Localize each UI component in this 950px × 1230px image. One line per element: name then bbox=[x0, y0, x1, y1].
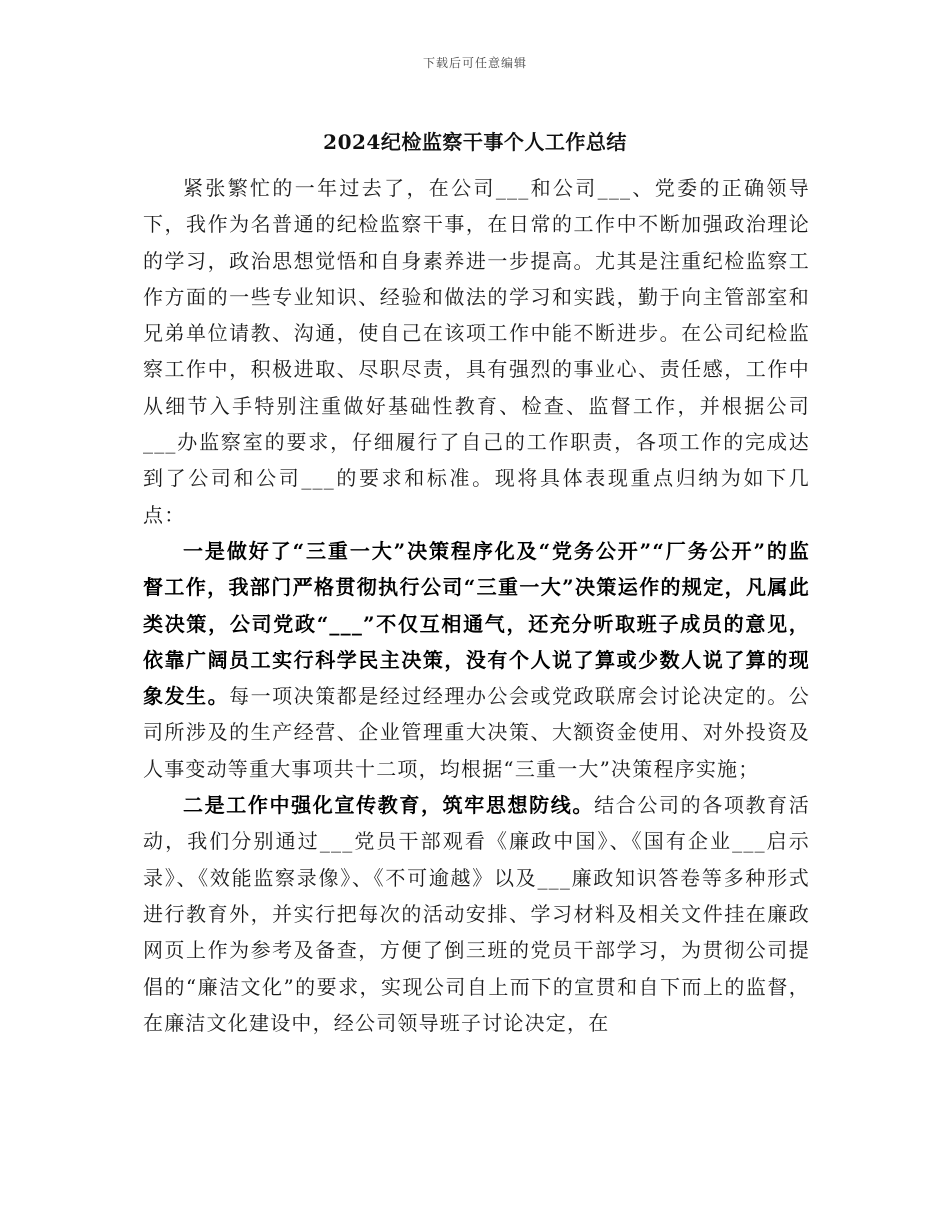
paragraph-text: 结合公司的各项教育活动，我们分别通过___党员干部观看《廉政中国》、《国有企业___启示录》、《效能监察录像》、《不可逾越》以及___廉政知识答卷等多种形式进行教育外，并实行把每次的活动安排、学习材料及相关文件挂在廉政网页上作为参考及备查，方便了倒三班的党员干部学习，为贯彻公司提倡的“廉洁文化”的要求，实现公司自上而下的宣贯和自下而上的监督，在廉洁文化建设中，经公司领导班子讨论决定，在 bbox=[143, 793, 810, 1035]
paragraph-intro bbox=[143, 170, 810, 533]
document-title: 2024纪检监察干事个人工作总结 bbox=[323, 130, 627, 154]
document-body bbox=[143, 170, 810, 1041]
paragraph-text: 每一项决策都是经过经理办公会或党政联席会讨论决定的。公司所涉及的生产经营、企业管理重大决策、大额资金使用、对外投资及人事变动等重大事项共十二项，均根据“三重一大”决策程序实施； bbox=[143, 684, 810, 781]
paragraph-point-1 bbox=[143, 533, 810, 787]
paragraph-lead: 一是做好了“三重一大”决策程序化及“党务公开”“厂务公开”的监督工作，我部门严格贯彻执行公司“三重一大”决策运作的规定，凡属此类决策，公司党政“___”不仅互相通气，还充分听取班子成员的意见，依靠广阔员工实行科学民主决策，没有个人说了算或少数人说了算的现象发生。 bbox=[143, 538, 810, 709]
paragraph-point-2 bbox=[143, 787, 810, 1041]
paragraph-lead: 二是工作中强化宣传教育，筑牢思想防线。 bbox=[183, 793, 595, 818]
page-header: 下载后可任意编辑 bbox=[422, 56, 527, 70]
paragraph-text: 紧张繁忙的一年过去了，在公司___和公司___、党委的正确领导下，我作为名普通的纪检监察干事，在日常的工作中不断加强政治理论的学习，政治思想觉悟和自身素养进一步提高。尤其是注重纪检监察工作方面的一些专业知识、经验和做法的学习和实践，勤于向主管部室和兄弟单位请教、沟通，使自己在该项工作中能不断进步。在公司纪检监察工作中，积极进取、尽职尽责，具有强烈的事业心、责任感，工作中从细节入手特别注重做好基础性教育、检查、监督工作，并根据公司___办监察室的要求，仔细履行了自己的工作职责，各项工作的完成达到了公司和公司___的要求和标准。现将具体表现重点归纳为如下几点： bbox=[143, 176, 810, 527]
